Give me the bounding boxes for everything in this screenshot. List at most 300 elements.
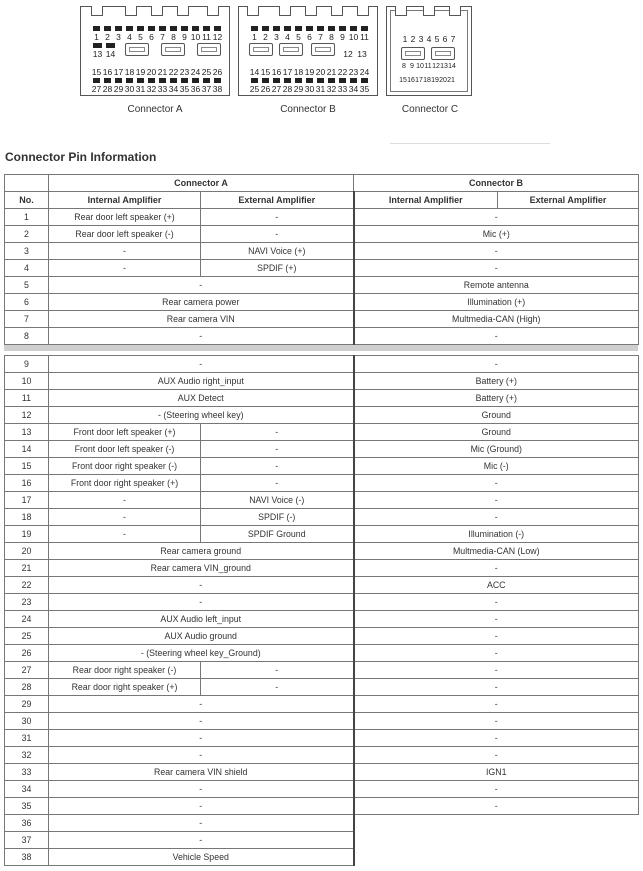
table-row [5, 543, 639, 560]
pin-number: 15 [399, 77, 407, 84]
header-b-internal: Internal Amplifier [354, 192, 498, 209]
table-row [5, 781, 639, 798]
section-title: Connector Pin Information [5, 150, 157, 164]
table-row [5, 696, 639, 713]
pin-number: 23 [348, 67, 359, 77]
connector-b-cell: - [354, 611, 639, 628]
pin-marker [361, 26, 368, 31]
pin-marker [170, 26, 177, 31]
pin-number: 23 [179, 67, 190, 77]
table-row [5, 373, 639, 390]
pin-number: 16 [271, 67, 282, 77]
empty-cell [354, 832, 639, 849]
pin-number: 3 [418, 34, 424, 44]
pin-row [91, 67, 223, 77]
connector-a-cell: - (Steering wheel key_Ground) [49, 645, 354, 662]
pin-marker [137, 78, 144, 83]
pin-number: 7 [157, 32, 168, 42]
connector-b-cell: - [354, 509, 639, 526]
pin-number: 11 [201, 32, 212, 42]
connector-a-cell: AUX Detect [49, 390, 354, 407]
pin-marker [93, 43, 102, 48]
pin-number-cell: 25 [5, 628, 49, 645]
pin-number: 32 [146, 84, 157, 94]
connector-a-external-cell: NAVI Voice (-) [201, 492, 354, 509]
pin-number: 24 [359, 67, 370, 77]
pin-number: 18 [423, 77, 431, 84]
pin-marker [339, 26, 346, 31]
table-row [5, 662, 639, 679]
pin-row [91, 32, 223, 42]
pin-marker [262, 26, 269, 31]
connector-b-cell: Mic (Ground) [354, 441, 639, 458]
latch-tab [247, 6, 259, 16]
table-row [5, 798, 639, 815]
pin-number: 28 [102, 84, 113, 94]
connector-c-housing [386, 6, 472, 96]
pin-number: 9 [410, 63, 414, 70]
pin-number: 1 [249, 32, 260, 42]
pin-row [91, 49, 117, 59]
connector-b-cell: - [354, 243, 639, 260]
pin-number: 4 [124, 32, 135, 42]
table-row [5, 594, 639, 611]
pin-number: 12 [343, 49, 353, 59]
pin-number: 1 [402, 34, 408, 44]
pin-number: 3 [113, 32, 124, 42]
pin-marker [251, 26, 258, 31]
pin-number: 10 [190, 32, 201, 42]
table-row [5, 356, 639, 373]
pin-number: 6 [304, 32, 315, 42]
pin-number: 5 [434, 34, 440, 44]
pin-row [91, 84, 223, 94]
connector-a-cell: - [49, 832, 354, 849]
pin-number: 14 [448, 63, 456, 70]
terminal-slot [311, 43, 335, 56]
table-row [5, 226, 639, 243]
pin-number-cell: 20 [5, 543, 49, 560]
pin-number: 17 [282, 67, 293, 77]
pin-marker [317, 78, 324, 83]
pin-number: 30 [124, 84, 135, 94]
table-row [5, 209, 639, 226]
latch-tab [177, 6, 189, 16]
connector-a-cell: - [49, 356, 354, 373]
latch-tab [449, 6, 461, 16]
pin-row [399, 77, 455, 84]
pin-number-cell: 28 [5, 679, 49, 696]
connector-b-cell: - [354, 781, 639, 798]
pin-number-cell: 14 [5, 441, 49, 458]
pin-number: 2 [260, 32, 271, 42]
pin-number-cell: 6 [5, 294, 49, 311]
connector-b-label: Connector B [280, 104, 336, 115]
pin-marker [148, 26, 155, 31]
table-row [5, 277, 639, 294]
pin-number: 4 [426, 34, 432, 44]
connector-a-internal-cell: Front door left speaker (-) [49, 441, 201, 458]
pin-number: 2 [102, 32, 113, 42]
latch-tab [279, 6, 291, 16]
connector-b-cell: - [354, 560, 639, 577]
pin-number: 26 [260, 84, 271, 94]
connector-b-cell: ACC [354, 577, 639, 594]
table-row [5, 475, 639, 492]
pin-marker [115, 78, 122, 83]
connector-a-diagram [80, 6, 230, 121]
pin-number: 38 [212, 84, 223, 94]
pin-table-part-2 [4, 355, 639, 866]
connector-a-cell: Rear camera VIN [49, 311, 354, 328]
pin-number: 8 [326, 32, 337, 42]
connector-b-cell: Remote antenna [354, 277, 639, 294]
connector-a-cell: - [49, 713, 354, 730]
pin-marker [350, 26, 357, 31]
connector-b-diagram [238, 6, 378, 121]
pin-marker [328, 26, 335, 31]
pin-number-cell: 8 [5, 328, 49, 345]
table-row [5, 424, 639, 441]
pin-marker [295, 78, 302, 83]
pin-number-cell: 34 [5, 781, 49, 798]
pin-row [249, 32, 370, 42]
pin-number-cell: 7 [5, 311, 49, 328]
pin-number: 19 [135, 67, 146, 77]
pin-marker [137, 26, 144, 31]
pin-number: 31 [135, 84, 146, 94]
table-row [5, 260, 639, 277]
connector-b-cell: - [354, 747, 639, 764]
connector-a-cell: - [49, 577, 354, 594]
pin-number-cell: 27 [5, 662, 49, 679]
pin-number: 35 [359, 84, 370, 94]
connector-a-external-cell: SPDIF (-) [201, 509, 354, 526]
pin-number: 14 [104, 49, 117, 59]
pin-number: 21 [326, 67, 337, 77]
pin-number: 16 [407, 77, 415, 84]
connector-c-label: Connector C [401, 104, 459, 115]
pin-number-cell: 19 [5, 526, 49, 543]
pin-number: 34 [348, 84, 359, 94]
pin-marker [159, 26, 166, 31]
connector-a-external-cell: - [201, 662, 354, 679]
pin-marker [214, 26, 221, 31]
table-row [5, 458, 639, 475]
table-row [5, 509, 639, 526]
pin-marker [159, 78, 166, 83]
latch-tab [357, 6, 369, 16]
pin-number: 20 [439, 77, 447, 84]
pin-number-cell: 10 [5, 373, 49, 390]
table-row [5, 560, 639, 577]
pin-number: 7 [450, 34, 456, 44]
empty-cell [354, 849, 639, 866]
divider [390, 143, 550, 144]
header-blank [5, 175, 49, 192]
connector-b-cell: - [354, 328, 639, 345]
pin-number: 21 [447, 77, 455, 84]
pin-number: 27 [271, 84, 282, 94]
pin-marker [148, 78, 155, 83]
table-row [5, 441, 639, 458]
pin-marker [192, 78, 199, 83]
pin-number: 11 [424, 63, 432, 70]
pin-number-cell: 12 [5, 407, 49, 424]
pin-number: 20 [146, 67, 157, 77]
latch-tab [91, 6, 103, 16]
connector-a-external-cell: - [201, 226, 354, 243]
connector-b-cell: IGN1 [354, 764, 639, 781]
pin-marker [126, 26, 133, 31]
latch-tab [207, 6, 219, 16]
pin-number: 10 [348, 32, 359, 42]
pin-number-cell: 32 [5, 747, 49, 764]
connector-b-cell: - [354, 679, 639, 696]
pin-number: 22 [168, 67, 179, 77]
pin-row [249, 67, 370, 77]
connector-a-internal-cell: Front door left speaker (+) [49, 424, 201, 441]
pin-marker [306, 26, 313, 31]
connector-a-internal-cell: Front door right speaker (-) [49, 458, 201, 475]
pin-number: 5 [135, 32, 146, 42]
table-row [5, 849, 639, 866]
terminal-slot [197, 43, 221, 56]
pin-number: 17 [113, 67, 124, 77]
connector-a-cell: Rear camera VIN_ground [49, 560, 354, 577]
table-row [5, 328, 639, 345]
pin-number: 31 [315, 84, 326, 94]
pin-number: 26 [212, 67, 223, 77]
pin-number-cell: 36 [5, 815, 49, 832]
pin-number-cell: 16 [5, 475, 49, 492]
connector-b-cell: Mic (-) [354, 458, 639, 475]
pin-marker [262, 78, 269, 83]
pin-number: 36 [190, 84, 201, 94]
latch-tab [423, 6, 435, 16]
connector-b-cell: Battery (+) [354, 390, 639, 407]
table-row [5, 611, 639, 628]
header-connector-b: Connector B [354, 175, 639, 192]
connector-a-external-cell: SPDIF Ground [201, 526, 354, 543]
pin-number-cell: 35 [5, 798, 49, 815]
connector-a-internal-cell: - [49, 492, 201, 509]
pin-number-cell: 24 [5, 611, 49, 628]
connector-a-internal-cell: - [49, 260, 201, 277]
connector-b-cell: - [354, 356, 639, 373]
pin-number: 28 [282, 84, 293, 94]
pin-number: 27 [91, 84, 102, 94]
pin-number-cell: 13 [5, 424, 49, 441]
pin-row [249, 84, 370, 94]
header-no: No. [5, 192, 49, 209]
pin-number: 19 [431, 77, 439, 84]
connector-a-external-cell: - [201, 209, 354, 226]
connector-a-cell: Rear camera ground [49, 543, 354, 560]
table-row [5, 311, 639, 328]
latch-tab [395, 6, 407, 16]
connector-b-cell: Multmedia-CAN (Low) [354, 543, 639, 560]
pin-number-cell: 22 [5, 577, 49, 594]
pin-marker [284, 26, 291, 31]
table-row [5, 713, 639, 730]
pin-number-cell: 33 [5, 764, 49, 781]
connector-a-external-cell: - [201, 458, 354, 475]
connector-a-external-cell: - [201, 475, 354, 492]
pin-number-cell: 4 [5, 260, 49, 277]
pin-number: 19 [304, 67, 315, 77]
table-row [5, 492, 639, 509]
connector-a-cell: - [49, 747, 354, 764]
pin-number-cell: 2 [5, 226, 49, 243]
pin-marker [192, 26, 199, 31]
table-row [5, 764, 639, 781]
pin-number: 6 [442, 34, 448, 44]
pin-marker [251, 78, 258, 83]
connector-a-cell: - [49, 815, 354, 832]
pin-number: 13 [357, 49, 367, 59]
terminal-slot [249, 43, 273, 56]
pin-marker [273, 78, 280, 83]
pin-number: 29 [113, 84, 124, 94]
pin-number: 30 [304, 84, 315, 94]
pin-marker [93, 26, 100, 31]
pin-number-cell: 9 [5, 356, 49, 373]
connector-b-cell: Battery (+) [354, 373, 639, 390]
connector-a-cell: - [49, 781, 354, 798]
connector-b-cell: Mic (+) [354, 226, 639, 243]
table-row [5, 526, 639, 543]
table-row [5, 407, 639, 424]
pin-number: 17 [415, 77, 423, 84]
connector-a-internal-cell: Rear door left speaker (-) [49, 226, 201, 243]
connector-a-internal-cell: Front door right speaker (+) [49, 475, 201, 492]
pin-marker [106, 43, 115, 48]
connector-a-internal-cell: Rear door right speaker (+) [49, 679, 201, 696]
pin-number: 29 [293, 84, 304, 94]
pin-number: 8 [402, 63, 406, 70]
pin-number: 33 [157, 84, 168, 94]
connector-b-cell: - [354, 209, 639, 226]
pin-number: 24 [190, 67, 201, 77]
pin-number: 14 [249, 67, 260, 77]
pin-number-cell: 30 [5, 713, 49, 730]
connector-a-label: Connector A [127, 104, 183, 115]
connector-b-cell: - [354, 730, 639, 747]
connector-a-internal-cell: Rear door left speaker (+) [49, 209, 201, 226]
pin-row [400, 63, 456, 70]
connector-b-cell: - [354, 594, 639, 611]
pin-number-cell: 17 [5, 492, 49, 509]
pin-marker [273, 26, 280, 31]
connector-b-cell: - [354, 662, 639, 679]
pin-number-cell: 26 [5, 645, 49, 662]
pin-number-cell: 31 [5, 730, 49, 747]
table-row [5, 815, 639, 832]
pin-number-cell: 29 [5, 696, 49, 713]
pin-number: 12 [432, 63, 440, 70]
connector-a-cell: AUX Audio right_input [49, 373, 354, 390]
connector-a-external-cell: - [201, 424, 354, 441]
pin-number: 32 [326, 84, 337, 94]
connector-b-cell: Multmedia-CAN (High) [354, 311, 639, 328]
pin-number-cell: 23 [5, 594, 49, 611]
connector-b-housing [238, 6, 378, 96]
connector-a-internal-cell: - [49, 243, 201, 260]
header-connector-a: Connector A [49, 175, 354, 192]
pin-number-cell: 37 [5, 832, 49, 849]
pin-marker [306, 78, 313, 83]
pin-number-cell: 15 [5, 458, 49, 475]
pin-number: 20 [315, 67, 326, 77]
table-row [5, 628, 639, 645]
pin-number: 4 [282, 32, 293, 42]
pin-number: 7 [315, 32, 326, 42]
table-row [5, 747, 639, 764]
pin-marker [350, 78, 357, 83]
connector-b-cell: - [354, 628, 639, 645]
connector-b-cell: Ground [354, 424, 639, 441]
pin-number: 6 [146, 32, 157, 42]
connector-a-cell: - [49, 696, 354, 713]
table-row [5, 679, 639, 696]
empty-cell [354, 815, 639, 832]
pin-marker [104, 26, 111, 31]
connector-a-cell: - [49, 594, 354, 611]
table-row [5, 243, 639, 260]
pin-number: 25 [249, 84, 260, 94]
table-row [5, 645, 639, 662]
pin-number-cell: 5 [5, 277, 49, 294]
pin-number: 25 [201, 67, 212, 77]
pin-table-part-1 [4, 174, 639, 345]
pin-number: 3 [271, 32, 282, 42]
pin-number-cell: 1 [5, 209, 49, 226]
pin-number: 34 [168, 84, 179, 94]
pin-number: 13 [91, 49, 104, 59]
pin-marker [93, 78, 100, 83]
latch-tab [151, 6, 163, 16]
pin-number: 8 [168, 32, 179, 42]
connector-b-cell: Illumination (-) [354, 526, 639, 543]
pin-number: 9 [337, 32, 348, 42]
pin-marker [170, 78, 177, 83]
terminal-slot [431, 47, 455, 60]
pin-marker [181, 78, 188, 83]
connector-a-cell: - [49, 798, 354, 815]
connector-a-external-cell: NAVI Voice (+) [201, 243, 354, 260]
pin-number: 10 [416, 63, 424, 70]
pin-row [401, 34, 457, 44]
pin-number: 22 [337, 67, 348, 77]
connector-a-cell: - [49, 730, 354, 747]
connector-b-cell: - [354, 260, 639, 277]
connector-c-diagram [386, 6, 474, 121]
header-b-external: External Amplifier [498, 192, 639, 209]
pin-number: 33 [337, 84, 348, 94]
pin-number-cell: 3 [5, 243, 49, 260]
connector-a-cell: AUX Audio left_input [49, 611, 354, 628]
connector-a-cell: - [49, 328, 354, 345]
terminal-slot [161, 43, 185, 56]
pin-number: 9 [179, 32, 190, 42]
connector-a-cell: AUX Audio ground [49, 628, 354, 645]
connector-a-external-cell: SPDIF (+) [201, 260, 354, 277]
table-header-row [5, 175, 639, 192]
connector-b-cell: - [354, 713, 639, 730]
pin-number-cell: 11 [5, 390, 49, 407]
connector-a-cell: Rear camera power [49, 294, 354, 311]
